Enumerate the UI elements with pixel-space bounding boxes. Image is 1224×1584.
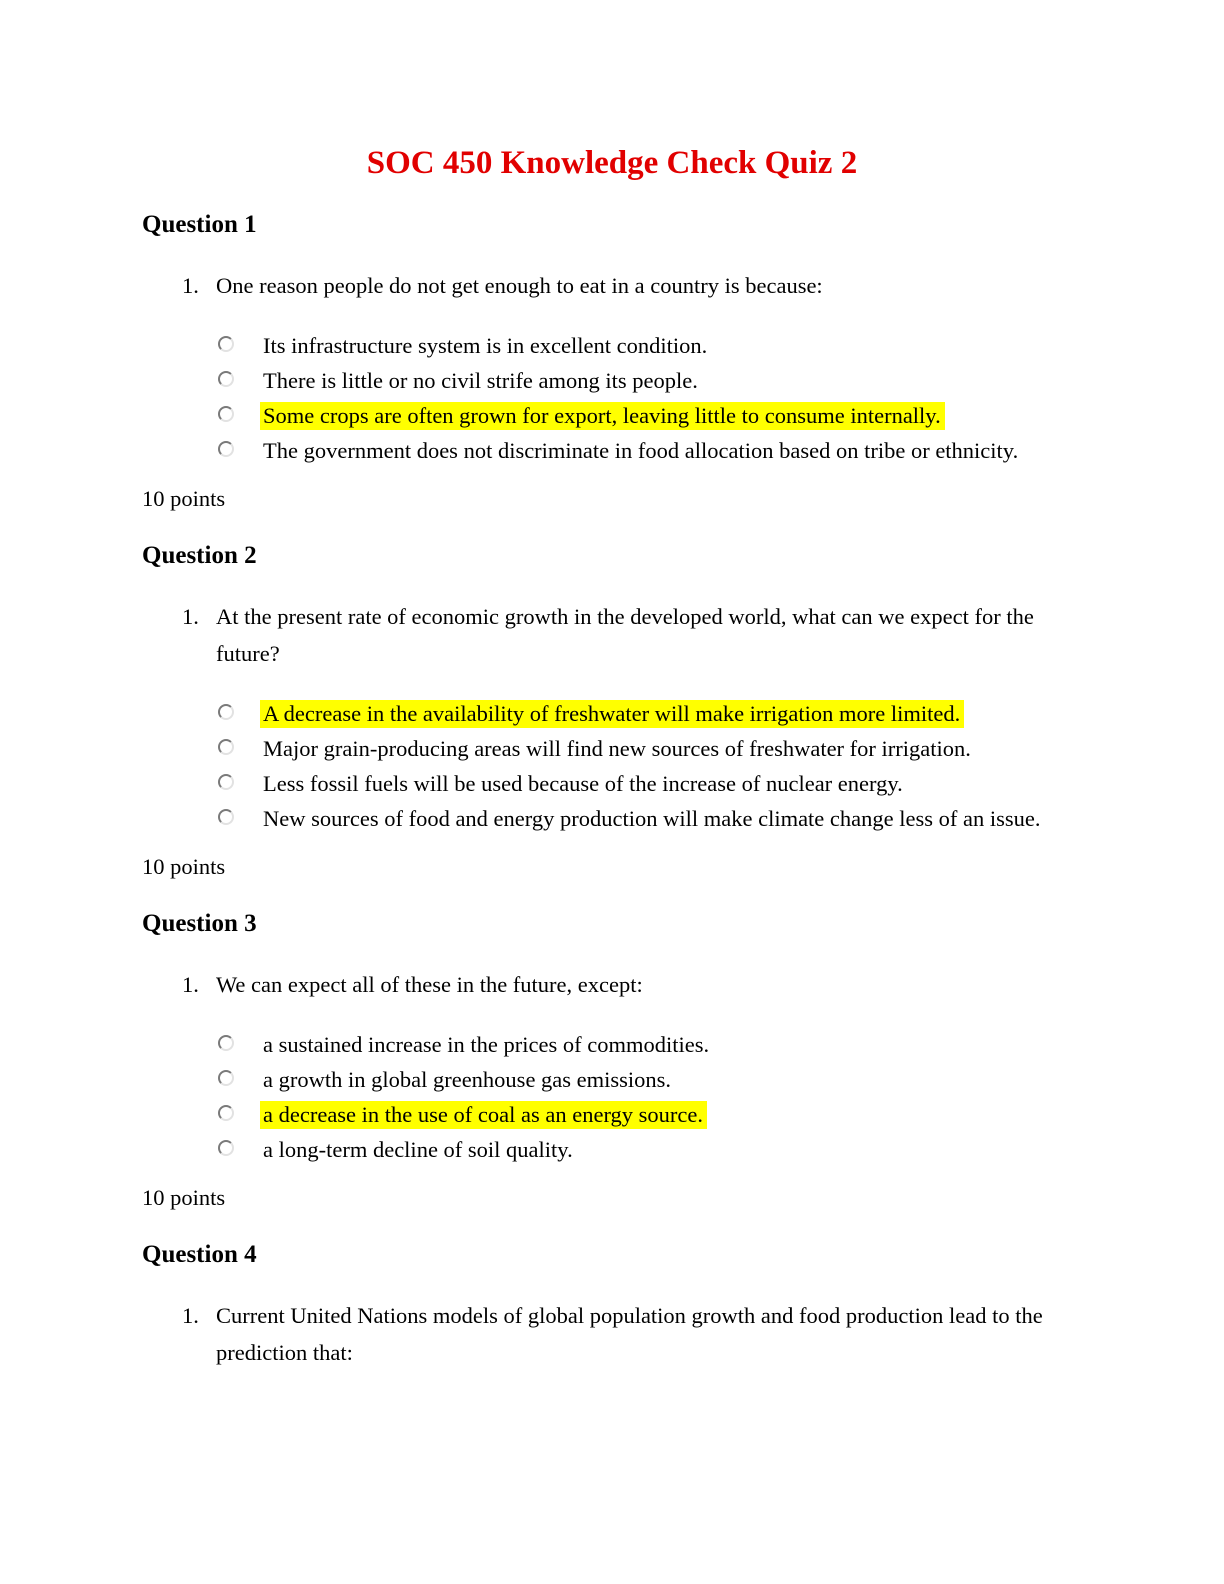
question-prompt (182, 267, 1082, 304)
radio-button-icon[interactable] (218, 739, 234, 755)
option-label (263, 766, 903, 801)
option-label (263, 328, 707, 363)
question-prompt (182, 966, 1082, 1003)
answer-option-row (218, 1097, 1082, 1132)
radio-button-icon[interactable] (218, 1070, 234, 1086)
questions (142, 209, 1082, 1371)
radio-button-icon[interactable] (218, 1140, 234, 1156)
points-label: 10 points (142, 1185, 226, 1210)
option-label (263, 1062, 671, 1097)
option-text: A decrease in the availability of freshwater will make irrigation more limited. (260, 700, 964, 728)
question-section (142, 540, 1082, 882)
question-prompt-text: We can expect all of these in the future, except: (216, 972, 643, 997)
option-text: The government does not discriminate in food allocation based on tribe or ethnicity. (263, 438, 1019, 463)
options-list (218, 1027, 1082, 1167)
answer-option-row (218, 1062, 1082, 1097)
answer-option-row (218, 1132, 1082, 1167)
option-label (263, 398, 945, 433)
question-prompt (182, 1297, 1082, 1371)
options-list (218, 696, 1082, 836)
page-title: SOC 450 Knowledge Check Quiz 2 (366, 145, 858, 181)
question-prompt-text: Current United Nations models of global population growth and food production lead to the prediction that: (216, 1303, 1043, 1365)
option-label (263, 801, 1040, 836)
question-heading: Question 1 (142, 211, 257, 238)
option-text: Major grain-producing areas will find new sources of freshwater for irrigation. (263, 736, 971, 761)
radio-button-icon[interactable] (218, 336, 234, 352)
points-label: 10 points (142, 854, 226, 879)
radio-button-icon[interactable] (218, 371, 234, 387)
option-text: New sources of food and energy production will make climate change less of an issue. (263, 806, 1041, 831)
option-text: a long-term decline of soil quality. (263, 1137, 573, 1162)
answer-option-row (218, 696, 1082, 731)
option-label (263, 1097, 707, 1132)
radio-button-icon[interactable] (218, 406, 234, 422)
question-number: 1. (182, 273, 199, 298)
option-text: There is little or no civil strife among its people. (263, 368, 698, 393)
option-text: a sustained increase in the prices of commodities. (263, 1032, 710, 1057)
answer-option-row (218, 433, 1082, 468)
radio-button-icon[interactable] (218, 1035, 234, 1051)
option-label (263, 731, 971, 766)
question-section (142, 1239, 1082, 1371)
option-text: Some crops are often grown for export, leaving little to consume internally. (260, 402, 945, 430)
answer-option-row (218, 766, 1082, 801)
radio-button-icon[interactable] (218, 441, 234, 457)
option-text: a decrease in the use of coal as an energy source. (260, 1101, 707, 1129)
option-text: Its infrastructure system is in excellent condition. (263, 333, 708, 358)
answer-option-row (218, 1027, 1082, 1062)
option-text: a growth in global greenhouse gas emissions. (263, 1067, 672, 1092)
question-section (142, 209, 1082, 514)
question-prompt-text: At the present rate of economic growth in the developed world, what can we expect for the future? (216, 604, 1034, 666)
radio-button-icon[interactable] (218, 1105, 234, 1121)
option-label (263, 1027, 709, 1062)
question-prompt-text: One reason people do not get enough to eat in a country is because: (216, 273, 823, 298)
question-number: 1. (182, 1303, 199, 1328)
answer-option-row (218, 398, 1082, 433)
option-label (263, 363, 698, 398)
radio-button-icon[interactable] (218, 774, 234, 790)
answer-option-row (218, 731, 1082, 766)
option-label (263, 696, 964, 731)
radio-button-icon[interactable] (218, 809, 234, 825)
question-prompt (182, 598, 1082, 672)
answer-option-row (218, 328, 1082, 363)
question-heading: Question 3 (142, 910, 257, 937)
answer-option-row (218, 801, 1082, 836)
answer-option-row (218, 363, 1082, 398)
question-heading: Question 2 (142, 542, 257, 569)
option-label (263, 1132, 573, 1167)
radio-button-icon[interactable] (218, 704, 234, 720)
question-heading: Question 4 (142, 1241, 257, 1268)
question-number: 1. (182, 972, 199, 997)
options-list (218, 328, 1082, 468)
question-number: 1. (182, 604, 199, 629)
points-label: 10 points (142, 486, 226, 511)
question-section (142, 908, 1082, 1213)
option-text: Less fossil fuels will be used because of the increase of nuclear energy. (263, 771, 903, 796)
option-label (263, 433, 1018, 468)
